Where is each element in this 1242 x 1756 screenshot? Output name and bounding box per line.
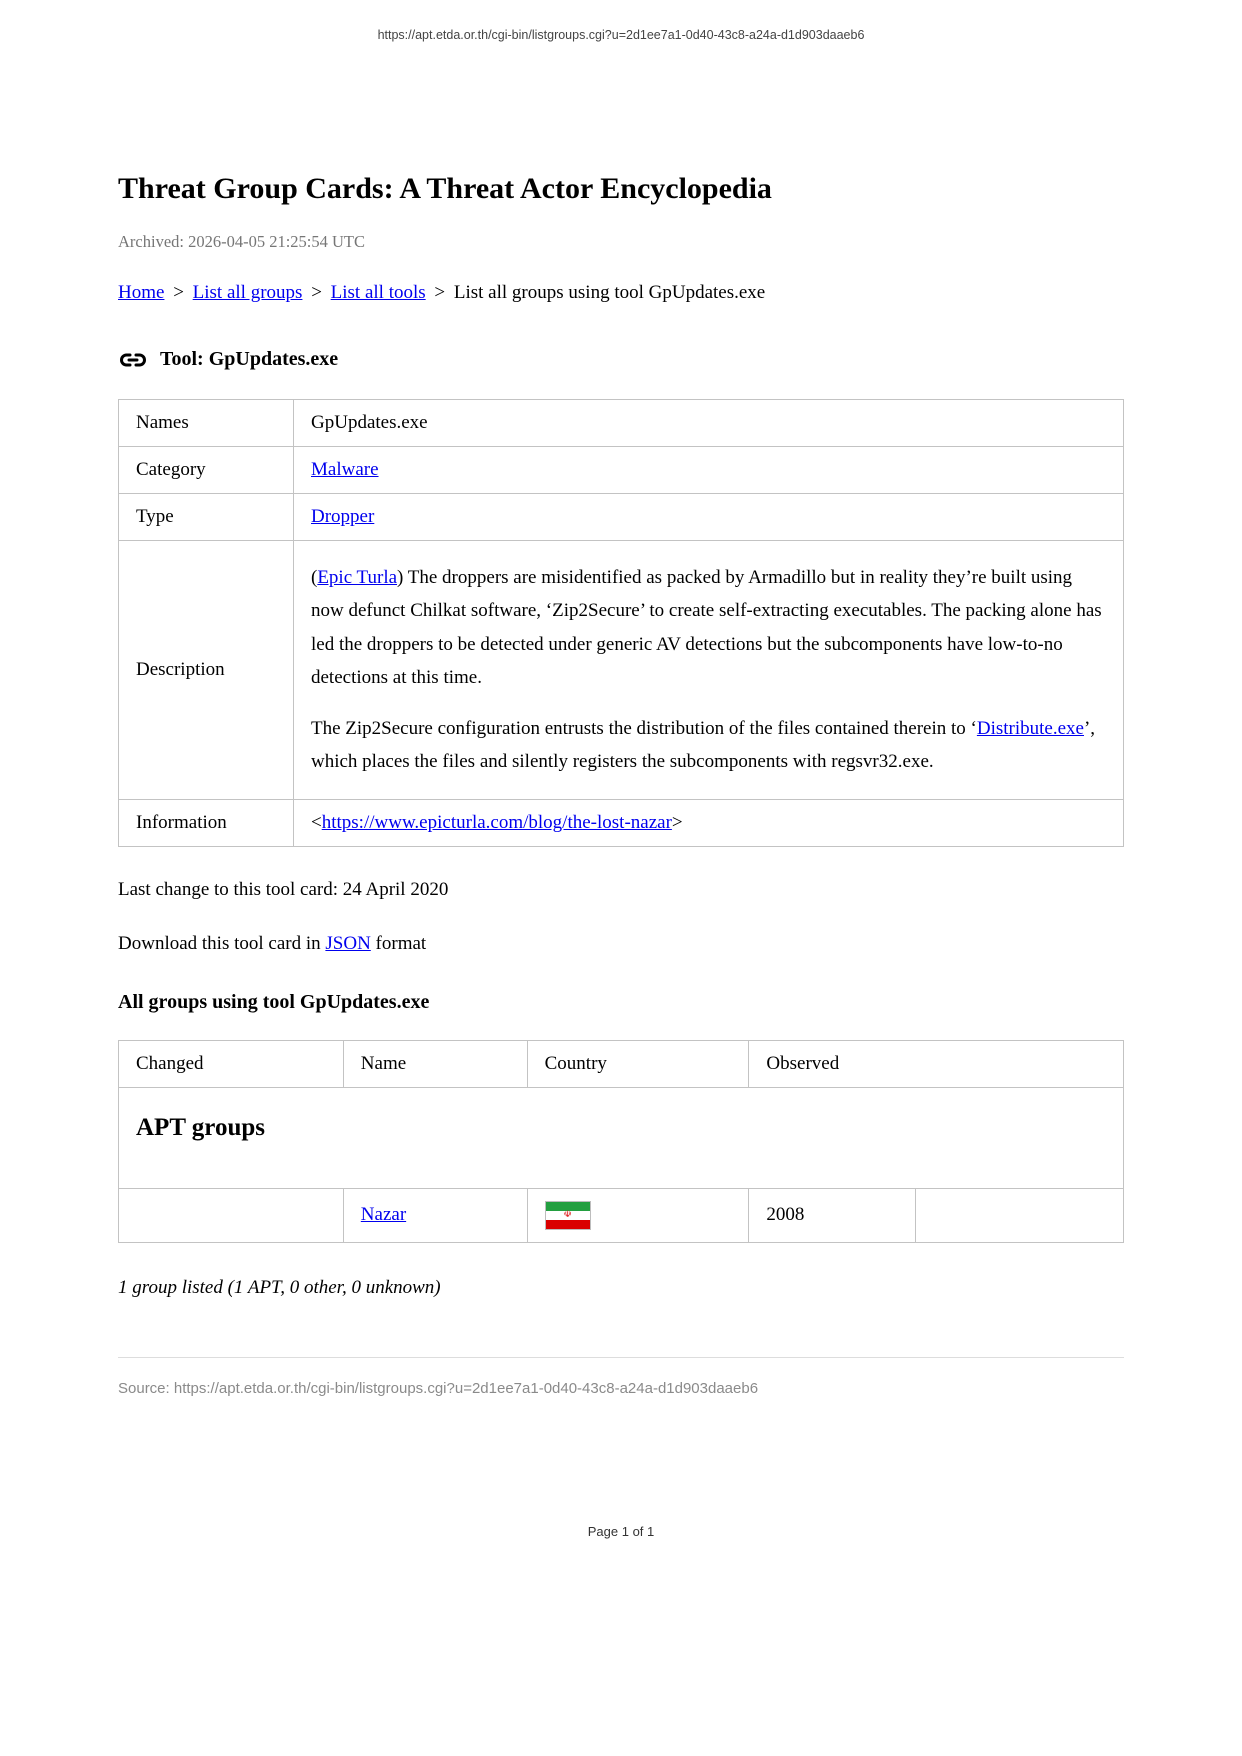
names-label: Names (119, 400, 294, 447)
apt-groups-section-cell (119, 1087, 1124, 1188)
tool-heading: Tool: GpUpdates.exe (160, 348, 339, 370)
names-value: GpUpdates.exe (294, 400, 1124, 447)
source-line: Source: https://apt.etda.or.th/cgi-bin/listgroups.cgi?u=2d1ee7a1-0d40-43c8-a24a-d1d903daaeb6 (118, 1379, 759, 1397)
description-text: ( (311, 567, 318, 588)
apt-groups-section-row (119, 1087, 1124, 1188)
download-text: format (370, 932, 427, 954)
epicturla-blog-link[interactable]: https://www.epicturla.com/blog/the-lost-nazar (321, 811, 672, 833)
category-value (294, 447, 1124, 494)
tool-detail-table (118, 399, 1124, 847)
description-text: ) The droppers are misidentified as packed by Armadillo but in reality they’re built using now defunct Chilkat software, ‘Zip2Secure’ to create self-extracting executables. The packing alone has led the droppers to be detected under generic AV detections but the subcomponents have low-to-no detections at this time. (311, 567, 1102, 688)
page-title: Threat Group Cards: A Threat Actor Encyclopedia (118, 172, 772, 205)
breadcrumb-separator: > (434, 282, 446, 303)
observed-cell: 2008 (749, 1188, 916, 1242)
category-label: Category (119, 447, 294, 494)
empty-cell (916, 1188, 1124, 1242)
column-header-changed: Changed (119, 1040, 344, 1087)
table-row (119, 541, 1124, 800)
breadcrumb-list-all-groups-link[interactable]: List all groups (192, 282, 303, 303)
download-line (118, 933, 1124, 955)
page-content (118, 0, 1124, 1397)
description-label: Description (119, 541, 294, 800)
breadcrumb-list-all-tools-link[interactable]: List all tools (330, 282, 426, 303)
last-change-line: Last change to this tool card: 24 April 2020 (118, 878, 449, 900)
dropper-link[interactable]: Dropper (311, 506, 375, 527)
table-row (119, 799, 1124, 846)
epic-turla-link[interactable]: Epic Turla (317, 567, 398, 588)
info-bracket-open: < (311, 811, 322, 833)
description-paragraph-2 (311, 712, 1106, 779)
breadcrumb (118, 282, 1124, 304)
country-cell (527, 1188, 749, 1242)
apt-groups-heading: APT groups (136, 1113, 265, 1141)
archived-timestamp: Archived: 2026-04-05 21:25:54 UTC (118, 232, 366, 251)
link-icon (118, 350, 148, 370)
type-label: Type (119, 494, 294, 541)
json-download-link[interactable]: JSON (325, 932, 371, 954)
distribute-exe-link[interactable]: Distribute.exe (976, 718, 1084, 739)
changed-cell (119, 1188, 344, 1242)
description-value (294, 541, 1124, 800)
column-header-name: Name (343, 1040, 527, 1087)
groups-summary: 1 group listed (1 APT, 0 other, 0 unknown) (118, 1276, 441, 1298)
type-value (294, 494, 1124, 541)
info-bracket-close: > (671, 811, 683, 833)
iran-flag-icon (545, 1201, 591, 1230)
information-label: Information (119, 799, 294, 846)
breadcrumb-current: List all groups using tool GpUpdates.exe (453, 282, 766, 303)
groups-section-heading: All groups using tool GpUpdates.exe (118, 990, 430, 1013)
description-text: The Zip2Secure configuration entrusts the distribution of the files contained therein to ‘ (311, 718, 977, 739)
breadcrumb-home-link[interactable]: Home (118, 282, 165, 303)
description-text: ’, which places the files and silently registers the subcomponents with regsvr32.exe. (311, 718, 1096, 773)
print-url-header: https://apt.etda.or.th/cgi-bin/listgroups.cgi?u=2d1ee7a1-0d40-43c8-a24a-d1d903daaeb6 (377, 28, 865, 42)
groups-table (118, 1040, 1124, 1243)
description-paragraph-1 (311, 561, 1106, 694)
footer-divider (118, 1357, 1124, 1358)
table-row (119, 1188, 1124, 1242)
iran-flag-emblem: ☫ (563, 1209, 572, 1220)
breadcrumb-separator: > (173, 282, 184, 303)
table-row (119, 494, 1124, 541)
column-header-country: Country (527, 1040, 749, 1087)
groups-table-header-row (119, 1040, 1124, 1087)
nazar-link[interactable]: Nazar (360, 1204, 407, 1225)
iran-flag-red-stripe (546, 1220, 590, 1229)
tool-heading-row (118, 348, 1124, 371)
iran-flag-white-stripe (546, 1211, 590, 1220)
table-row (119, 447, 1124, 494)
column-header-observed: Observed (749, 1040, 1124, 1087)
information-value (294, 799, 1124, 846)
download-text: Download this tool card in (118, 932, 326, 954)
table-row (119, 400, 1124, 447)
page-number: Page 1 of 1 (587, 1524, 655, 1539)
breadcrumb-separator: > (311, 282, 322, 303)
name-cell (343, 1188, 527, 1242)
malware-link[interactable]: Malware (311, 459, 379, 480)
